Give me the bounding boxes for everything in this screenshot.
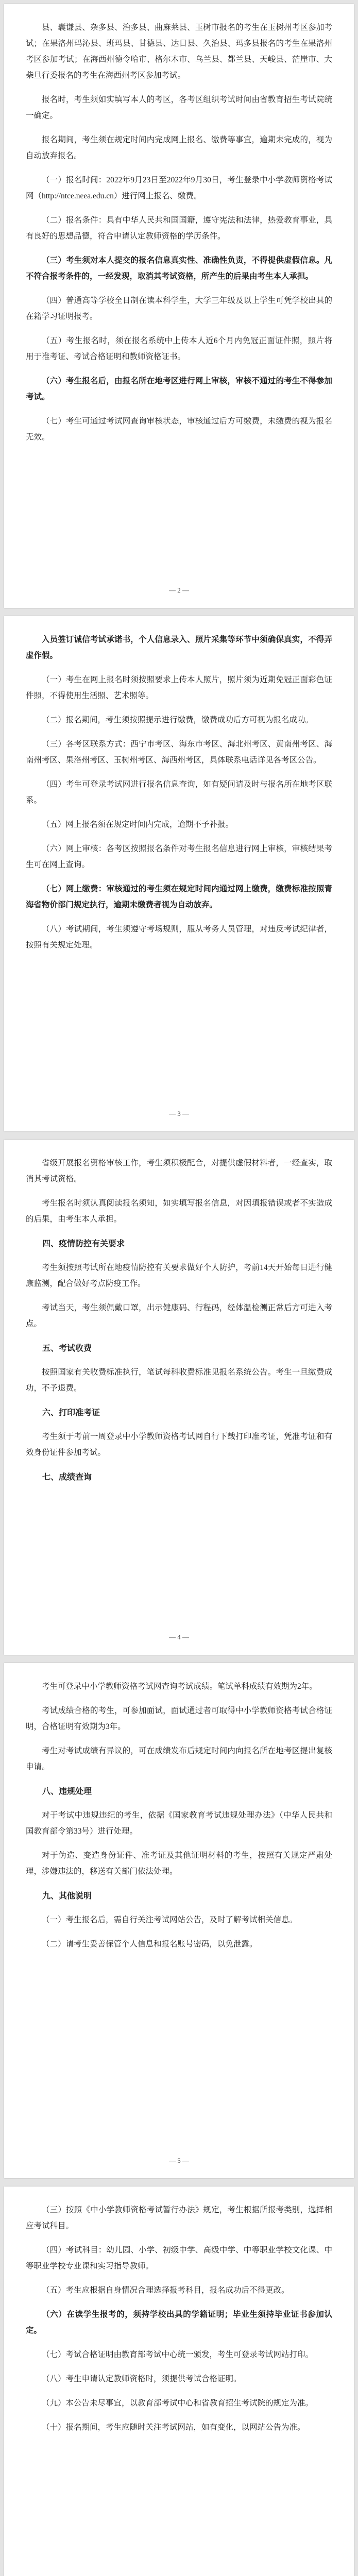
document-page: [4, 2187, 354, 2576]
document-page: [4, 616, 354, 1131]
paragraph: 考生对考试成绩有异议的，可在成绩发布后规定时间内向报名所在地考区提出复核申请。: [26, 1747, 332, 1771]
paragraph: 按照国家有关收费标准执行，笔试每科收费标准见报名系统公告。考生一旦缴费成功，不予退费。: [26, 1368, 332, 1393]
paragraph: 县、囊谦县、杂多县、治多县、曲麻莱县、玉树市报名的考生在玉树州考区参加考试；在果洛州玛沁县、班玛县、甘德县、达日县、久治县、玛多县报名的考生在果洛州考区参加考试；在海西州德令哈市、格尔木市、乌兰县、都兰县、天峻县、茫崖市、大柴旦行委报名的考生在海西州考区参加考试。: [26, 23, 332, 80]
paragraph: （六）网上审核：各考区按照报名条件对考生报名信息进行网上审核，审核结果考生可在网上查询。: [26, 844, 332, 869]
page-body: [26, 2202, 332, 2435]
paragraph: （七）网上缴费：审核通过的考生须在规定时间内通过网上缴费，缴费标准按照青海省物价部门规定执行，逾期未缴费者视为自动放弃。: [26, 885, 332, 909]
section-heading: 七、成绩查询: [42, 1472, 92, 1482]
page-body: [26, 20, 332, 445]
paragraph: （九）本公告未尽事宜，以教育部考试中心和省教育招生考试院的规定为准。: [42, 2399, 314, 2408]
paragraph: （六）在读学生报考的，须持学校出具的学籍证明；毕业生须持毕业证书参加认定。: [26, 2310, 332, 2335]
paragraph: （一）考生在网上报名时须按照要求上传本人照片，照片须为近期免冠正面彩色证件照，不得使用生活照、艺术照等。: [26, 675, 332, 700]
document-page: [4, 1663, 354, 2178]
paragraph: 对于考试中违规违纪的考生，依据《国家教育考试违规处理办法》（中华人民共和国教育部令第33号）进行处理。: [26, 1811, 332, 1836]
paragraph: （二）请考生妥善保管个人信息和报名账号密码，以免泄露。: [42, 1940, 258, 1948]
page-number: — 4 —: [169, 1633, 189, 1641]
page-number: — 2 —: [169, 586, 189, 594]
paragraph: 考生报名时须认真阅读报名须知，如实填写报名信息，对因填报错误或者不实造成的后果，由考生本人承担。: [26, 1199, 332, 1224]
paragraph: （八）考生申请认定教师资格时，须提供考试合格证明。: [42, 2375, 242, 2383]
paragraph: （六）考生报名后，由报名所在地考区进行网上审核，审核不通过的考生不得参加考试。: [26, 377, 332, 401]
page-body: [26, 1155, 332, 1485]
section-heading: 六、打印准考证: [42, 1408, 100, 1417]
section-heading: 五、考试收费: [42, 1343, 92, 1353]
paragraph: （七）考试合格证明由教育部考试中心统一颁发，考生可登录考试网站打印。: [42, 2350, 314, 2359]
document-page: [4, 4, 354, 608]
section-heading: 九、其他说明: [42, 1891, 92, 1901]
paragraph: （二）报名期间，考生须按照提示进行缴费，缴费成功后方可视为报名成功。: [42, 716, 314, 724]
paragraph: （五）考生报名时，须在报名系统中上传本人近6个月内免冠正面证件照，照片将用于准考证、考试合格证明和教师资格证书。: [26, 336, 332, 361]
paragraph: 考生须按照考试所在地疫情防控有关要求做好个人防护，考前14天开始每日进行健康监测，配合做好考点防疫工作。: [26, 1263, 332, 1288]
page-number: — 5 —: [169, 2157, 189, 2164]
paragraph: （十）报名期间，考生应随时关注考试网站，如有变化，以网站公告为准。: [42, 2423, 305, 2432]
paragraph: （八）考试期间，考生须遵守考场规则，服从考务人员管理，对违反考试纪律者，按照有关规定处理。: [26, 925, 332, 950]
section-heading: 八、违规处理: [42, 1786, 92, 1796]
paragraph: 考试成绩合格的考生，可参加面试，面试通过者可取得中小学教师资格考试合格证明，合格证明有效期为3年。: [26, 1706, 332, 1731]
paragraph: 入员签订诚信考试承诺书，个人信息录入、照片采集等环节中须确保真实，不得弄虚作假。: [26, 635, 332, 660]
paragraph: （四）考生可登录考试网进行报名信息查询，如有疑问请及时与报名所在地考区联系。: [26, 780, 332, 805]
paragraph: （三）各考区联系方式：西宁市考区、海东市考区、海北州考区、黄南州考区、海南州考区、果洛州考区、玉树州考区、海西州考区，具体联系电话详见各考区公告。: [26, 740, 332, 765]
paragraph: （五）考生应根据自身情况合理选择报考科目，报名成功后不得更改。: [42, 2286, 289, 2295]
paragraph: （四）普通高等学校全日制在读本科学生，大学三年级及以上学生可凭学校出具的在籍学习证明报考。: [26, 296, 332, 321]
paragraph: （四）考试科目：幼儿园、小学、初级中学、高级中学、中等职业学校文化课、中等职业学校专业课和实习指导教师。: [26, 2246, 332, 2270]
page-body: [26, 1679, 332, 1952]
section-heading: 四、疫情防控有关要求: [42, 1239, 125, 1248]
paragraph: 报名期间，考生须在规定时间内完成网上报名、缴费等事宜，逾期未完成的，视为自动放弃报名。: [26, 135, 332, 160]
paragraph: 省级开展报名资格审核工作，考生须积极配合，对提供虚假材料者，一经查实，取消其考试资格。: [26, 1159, 332, 1183]
paragraph: （二）报名条件：具有中华人民共和国国籍，遵守宪法和法律，热爱教育事业，具有良好的思想品德，符合申请认定教师资格的学历条件。: [26, 216, 332, 241]
paragraph: （三）考生须对本人提交的报名信息真实性、准确性负责，不得提供虚假信息。凡不符合报考条件的，一经发现，取消其考试资格，所产生的后果由考生本人承担。: [26, 256, 332, 281]
page-body: [26, 632, 332, 953]
paragraph: （一）报名时间：2022年9月23日至2022年9月30日，考生登录中小学教师资格考试网（http://ntce.neea.edu.cn）进行网上报名、缴费。: [26, 176, 332, 200]
paragraph: 考生可登录中小学教师资格考试网查询考试成绩。笔试单科成绩有效期为2年。: [42, 1682, 317, 1691]
paragraph: （一）考生报名后，需自行关注考试网站公告，及时了解考试相关信息。: [42, 1916, 298, 1924]
paragraph: （五）网上报名须在规定时间内完成，逾期不予补报。: [42, 820, 234, 829]
document-page: [4, 1140, 354, 1655]
paragraph: 对于伪造、变造身份证件、准考证及其他证明材料的考生，按照有关规定严肃处理，涉嫌违法的，移送有关部门依法处理。: [26, 1851, 332, 1876]
page-number: — 3 —: [169, 1110, 189, 1117]
paragraph: 考试当天，考生须佩戴口罩，出示健康码、行程码，经体温检测正常后方可进入考点。: [26, 1303, 332, 1328]
paragraph: （七）考生可通过考试网查询审核状态，审核通过后方可缴费，未缴费的视为报名无效。: [26, 417, 332, 442]
paragraph: 报名时，考生须如实填写本人的考区，各考区组织考试时间由省教育招生考试院统一确定。: [26, 95, 332, 120]
paragraph: （三）按照《中小学教师资格考试暂行办法》规定，考生根据所报考类别，选择相应考试科目。: [26, 2206, 332, 2230]
paragraph: 考生须于考前一周登录中小学教师资格考试网自行下载打印准考证，凭准考证和有效身份证件参加考试。: [26, 1432, 332, 1457]
